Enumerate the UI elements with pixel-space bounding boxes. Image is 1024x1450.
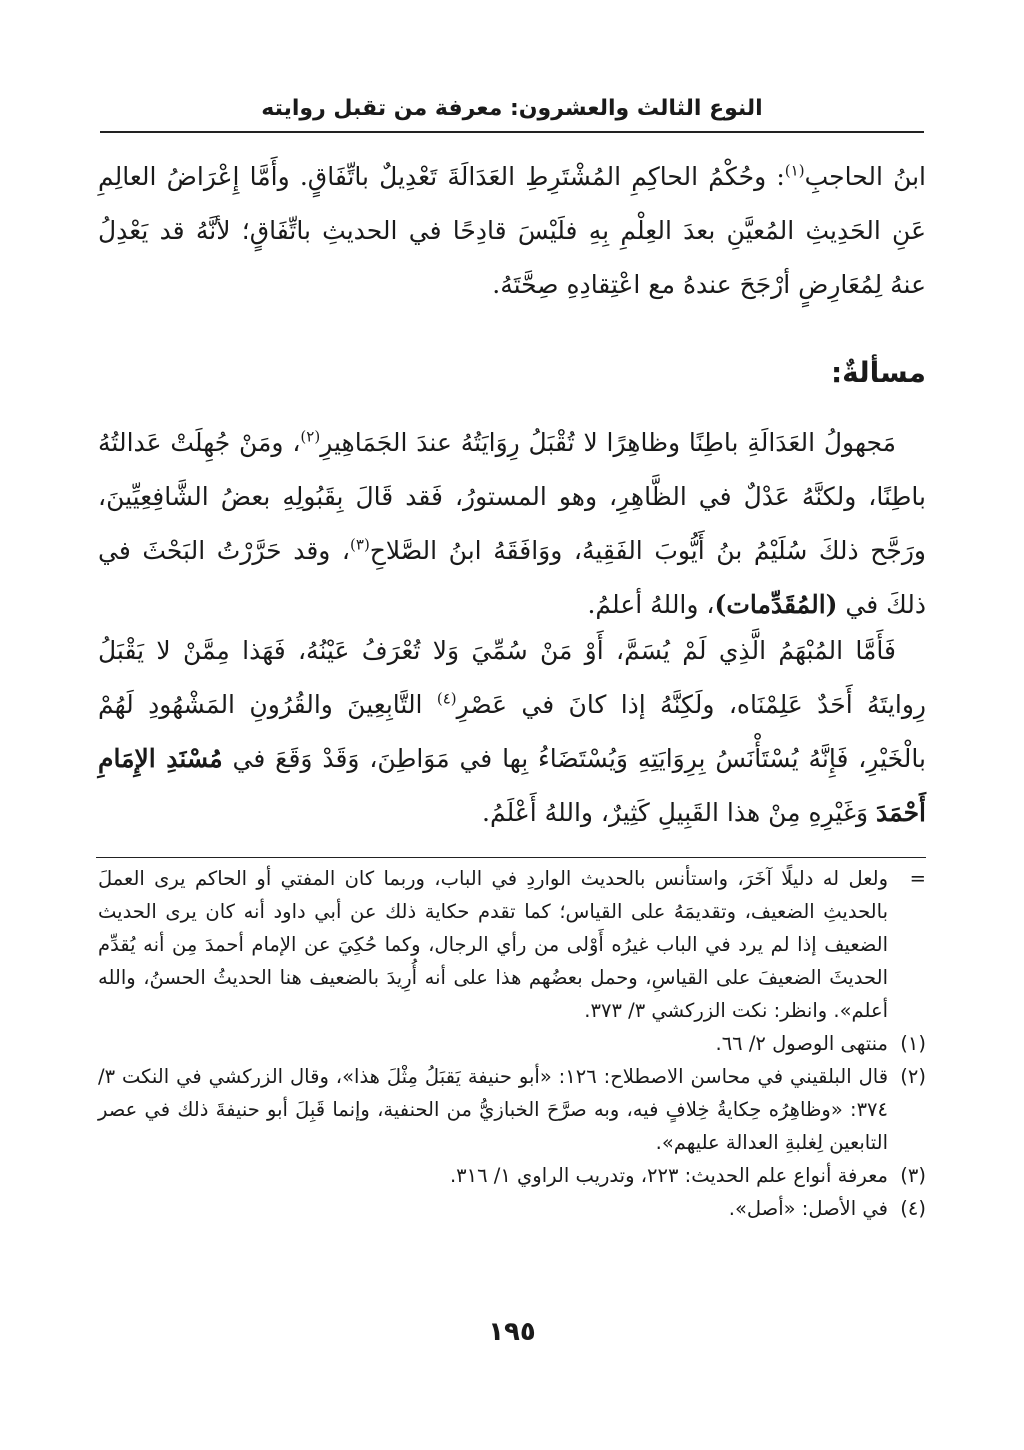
paragraph-2-text-a: مَجهولُ العَدَالَةِ باطِنًا وظاهِرًا لا تُقْبَلُ رِوَايَتُهُ عندَ الجَمَاهِيرِ (320, 428, 896, 457)
footnote-3 (98, 1159, 926, 1192)
footnote-1 (98, 1027, 926, 1060)
paragraph-2-text-c: ، وقد حَرَّرْتُ البَحْثَ في ذلكَ في (98, 536, 926, 619)
note-ref-3: (٣) (350, 535, 370, 554)
running-header: النوع الثالث والعشرون: معرفة من تقبل روايته (261, 96, 763, 121)
footnotes (98, 862, 926, 1225)
footnote-continuation (98, 862, 926, 1027)
paragraph-1 (98, 150, 926, 312)
footnote-2 (98, 1060, 926, 1159)
note-ref-2: (٢) (300, 427, 321, 446)
paragraph-3-text-b: التَّابِعِينَ والقُرُونِ المَشْهُودِ لَهُمْ بالْخَيْرِ، فَإِنَّهُ يُسْتَأْنَسُ بِرِوَايَتِهِ وَيُسْتَضَاءُ بِها في مَوَاطِنَ، وَقَدْ وَقَعَ في (98, 690, 926, 773)
footnote-separator (96, 857, 926, 858)
footnote-3-mark: (٣) (900, 1164, 926, 1187)
paragraph-2-text-b: ، ومَنْ جُهِلَتْ عَدالتُهُ باطِنًا، ولكنَّهُ عَدْلٌ في الظَّاهِرِ، وهو المستورُ، فَقد قَالَ بِقَبُولِهِ بعضُ الشَّافِعِيِّينَ، ورَجَّح ذلكَ سُلَيْمُ بنُ أَيُّوبَ الفَقِيهُ، ووَافَقَهُ ابنُ الصَّلاحِ (98, 428, 926, 565)
paragraph-1-text-b: : وحُكْمُ الحاكِمِ المُشْتَرِطِ العَدَالَةَ تَعْدِيلٌ باتِّفَاقٍ. وأَمَّا إِعْرَاضُ العالِمِ عَنِ الحَدِيثِ المُعيَّنِ بعدَ العِلْمِ بِهِ فلَيْسَ قادِحًا في الحديثِ باتِّفَاقٍ؛ لأنَّهُ قد يَعْدِلُ عنهُ لِمُعَارِضٍ أرْجَحَ عندهُ مع اعْتِقادِهِ صِحَّتَهُ. (98, 162, 926, 299)
footnote-3-text: معرفة أنواع علم الحديث: ٢٢٣، وتدريب الراوي ١/ ٣١٦. (449, 1164, 888, 1187)
paragraph-3-text-a: فَأَمَّا المُبْهَمُ الَّذِي لَمْ يُسَمَّ، أَوْ مَنْ سُمِّيَ وَلا تُعْرَفُ عَيْنُهُ، فَهَذا مِمَّنْ لا يَقْبَلُ رِوايتَهُ أَحَدٌ عَلِمْنَاه، ولَكِنَّهُ إذا كانَ في عَصْرِ (98, 636, 926, 719)
continuation-mark: = (909, 867, 926, 890)
paragraph-3-text-c: وَغَيْرِهِ مِنْ هذا القَبِيلِ كَثِيرٌ، واللهُ أَعْلَمُ. (482, 798, 877, 827)
section-heading: مسألةٌ: (830, 356, 926, 389)
page-number: ١٩٥ (488, 1317, 536, 1347)
footnote-4-text: في الأصل: «أصل». (728, 1197, 888, 1220)
footnote-2-text: قال البلقيني في محاسن الاصطلاح: ١٢٦: «أبو حنيفة يَقبَلُ مِثْلَ هذا»، وقال الزركشي في النكت ٣/ ٣٧٤: «وظاهِرُه حِكايةُ خِلافٍ فيه، وبه صرَّحَ الخبازيُّ من الحنفية، وإنما قَبِلَ أبو حنيفةَ ذلك في عصر التابعين لِغلبةِ العدالة عليهم». (98, 1065, 889, 1154)
footnote-continuation-text: ولعل له دليلًا آخَرَ، واستأنس بالحديث الواردِ في الباب، وربما كان المفتي أو الحاكم يرى العملَ بالحديثِ الضعيف، وتقديمَهُ على القياس؛ كما تقدم حكاية ذلك عن أبي داود أنه كان يرى الحديث الضعيف إذا لم يرد في الباب غيرُه أَوْلى من رأي الرجال، وكما حُكِيَ عن الإمام أحمدَ مِن أنه يُقدِّم الحديثَ الضعيفَ على القياسِ، وحمل بعضُهم هذا على أنه أُرِيدَ بالضعيف هنا الحديثُ الحسنُ، والله أعلم». وانظر: نكت الزركشي ٣/ ٣٧٣. (98, 867, 888, 1022)
paragraph-2 (98, 416, 926, 632)
footnote-4-mark: (٤) (900, 1197, 926, 1220)
paragraph-2-text-d: ، واللهُ أعلمُ. (587, 590, 715, 619)
book-title-muqaddimat: (المُقَدِّمات) (714, 590, 838, 619)
book-title-musnad: مُسْنَدِ الإِمَامِ أَحْمَدَ (98, 744, 926, 827)
paragraph-1-text-a: ابنُ الحاجبِ (804, 162, 927, 191)
footnote-1-text: منتهى الوصول ٢/ ٦٦. (715, 1032, 888, 1055)
footnote-2-mark: (٢) (900, 1065, 926, 1088)
note-ref-1: (١) (784, 161, 805, 180)
footnote-1-mark: (١) (900, 1032, 926, 1055)
paragraph-3 (98, 624, 926, 840)
footnote-4 (98, 1192, 926, 1225)
note-ref-4: (٤) (436, 689, 457, 708)
header-rule (100, 131, 924, 133)
